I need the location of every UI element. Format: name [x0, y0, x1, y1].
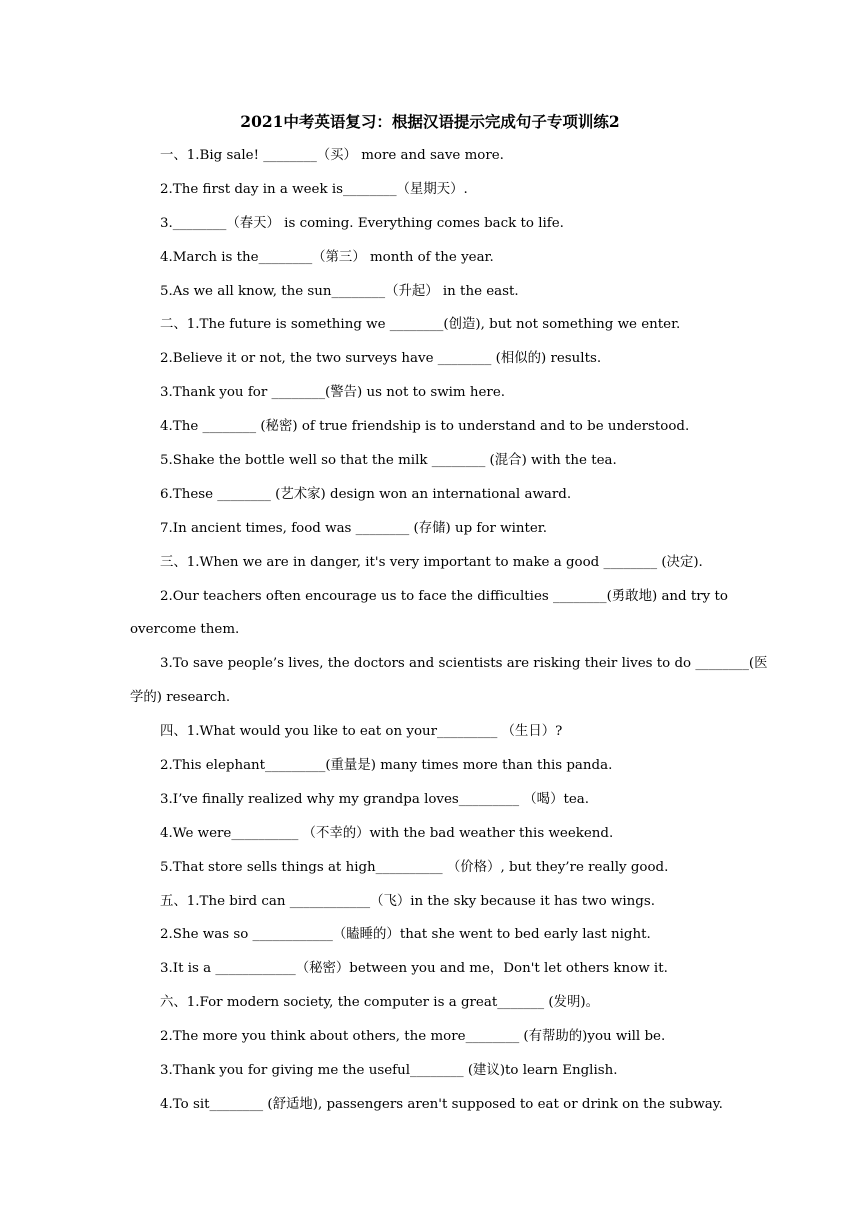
exercise-line: 3.________（春天） is coming. Everything comes back to life.: [160, 215, 564, 231]
exercise-line: 3.It is a ____________（秘密）between you and me，Don't let others know it.: [160, 961, 668, 977]
exercise-line: 二、1.The future is something we ________(创造), but not something we enter.: [160, 317, 681, 333]
exercise-line: 2.She was so ____________（瞌睡的）that she went to bed early last night.: [160, 927, 651, 943]
exercise-line: 一、1.Big sale! ________（买） more and save more.: [160, 148, 504, 163]
exercise-line: 2.Our teachers often encourage us to face the difficulties ________(勇敢地) and try to: [160, 588, 728, 604]
exercise-line: 6.These ________ (艺术家) design won an international award.: [160, 486, 572, 502]
exercise-line: 4.March is the________（第三） month of the year.: [160, 249, 494, 265]
document-title: 2021中考英语复习：根据汉语提示完成句子专项训练2: [240, 112, 620, 131]
exercise-line: 4.The ________ (秘密) of true friendship is to understand and to be understood.: [160, 419, 690, 435]
exercise-line: 学的) research.: [130, 690, 231, 706]
exercise-line: overcome them.: [130, 622, 240, 638]
exercise-line: 3.Thank you for giving me the useful________ (建议)to learn English.: [160, 1063, 618, 1079]
exercise-line: 2.This elephant_________(重量是) many times more than this panda.: [160, 758, 613, 774]
exercise-line: 六、1.For modern society, the computer is a great_______ (发明)。: [160, 995, 599, 1011]
exercise-line: 五、1.The bird can ____________（飞）in the sky because it has two wings.: [160, 893, 655, 909]
exercise-list: [130, 146, 768, 1115]
exercise-line: 三、1.When we are in danger, it's very important to make a good ________ (决定).: [160, 554, 703, 570]
exercise-line: 2.The first day in a week is________（星期天）.: [160, 181, 468, 197]
exercise-line: 5.As we all know, the sun________（升起） in the east.: [160, 283, 519, 299]
exercise-line: 3.Thank you for ________(警告) us not to swim here.: [160, 385, 506, 401]
exercise-line: 四、1.What would you like to eat on your_________ （生日）?: [160, 724, 563, 740]
exercise-line: 2.Believe it or not, the two surveys have ________ (相似的) results.: [160, 351, 602, 367]
exercise-line: 5.That store sells things at high__________ （价格）, but they’re really good.: [160, 859, 669, 875]
exercise-line: 7.In ancient times, food was ________ (存储) up for winter.: [160, 520, 547, 536]
exercise-line: 3.To save people’s lives, the doctors and scientists are risking their lives to do ________(医: [160, 656, 768, 672]
exercise-line: 2.The more you think about others, the more________ (有帮助的)you will be.: [160, 1029, 666, 1045]
exercise-line: 4.To sit________ (舒适地), passengers aren't supposed to eat or drink on the subway.: [160, 1096, 723, 1112]
exercise-line: 3.I’ve finally realized why my grandpa loves_________ （喝）tea.: [160, 791, 590, 807]
exercise-line: 4.We were__________ （不幸的）with the bad weather this weekend.: [160, 825, 614, 841]
exercise-line: 5.Shake the bottle well so that the milk ________ (混合) with the tea.: [160, 453, 617, 469]
